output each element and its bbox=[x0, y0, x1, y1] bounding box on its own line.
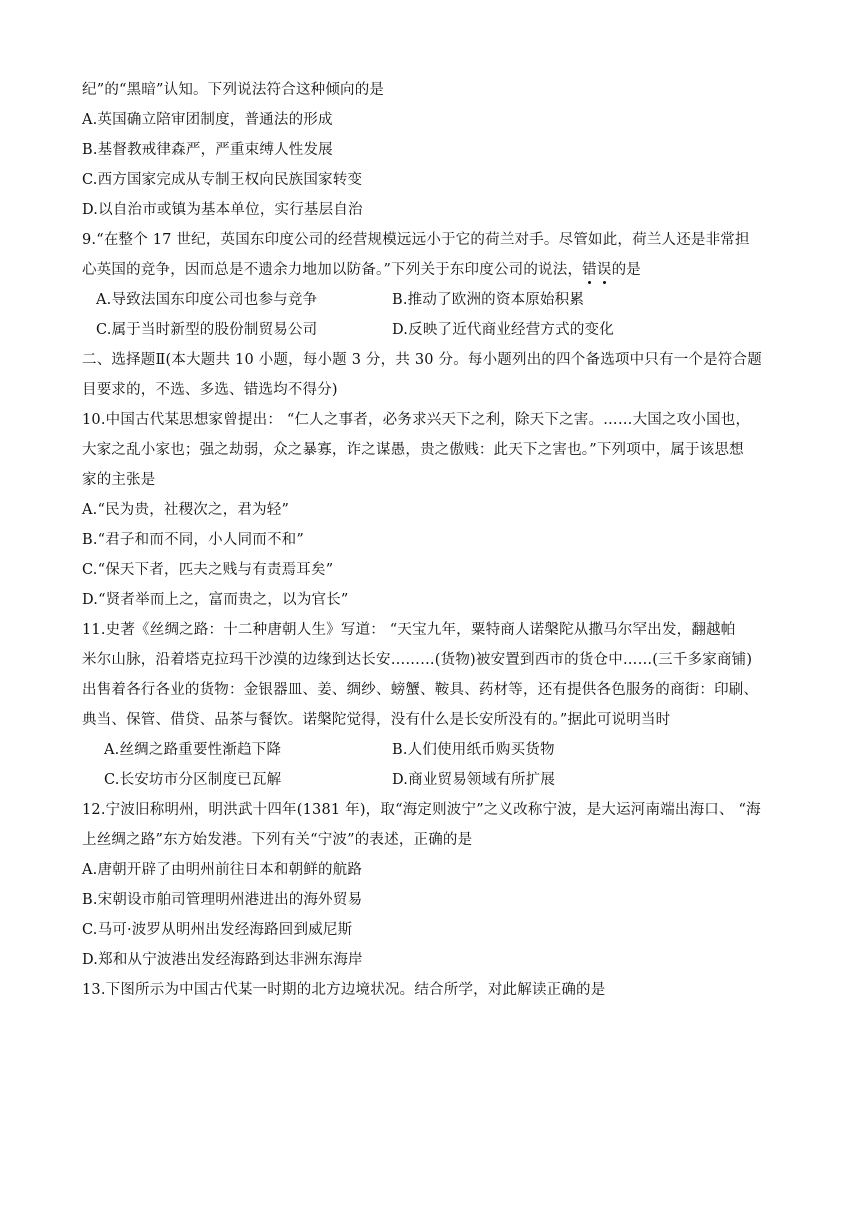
q12-option-a: A.唐朝开辟了由明州前往日本和朝鲜的航路 bbox=[82, 862, 363, 878]
q10-option-b: B.“君子和而不同，小人同而不和” bbox=[82, 532, 304, 548]
q9-stem-line-2-pre: 心英国的竞争，因而总是不遗余力地加以防备。”下列关于东印度公司的说法， bbox=[82, 262, 583, 278]
emphasis-char: 误 bbox=[596, 262, 612, 278]
emphasis-char: 错 bbox=[582, 262, 597, 278]
q11-option-d: D.商业贸易领域有所扩展 bbox=[392, 772, 556, 788]
q8-stem-end: 纪”的“黑暗”认知。下列说法符合这种倾向的是 bbox=[82, 82, 385, 98]
q10-option-c: C.“保天下者，匹夫之贱与有责焉耳矣” bbox=[82, 562, 334, 578]
q10-option-d: D.“贤者举而上之，富而贵之，以为官长” bbox=[82, 592, 349, 608]
q9-stem-line-1: 9.“在整个 17 世纪，英国东印度公司的经营规模远远小于它的荷兰对手。尽管如此，荷兰人还是非常担 bbox=[82, 232, 750, 248]
q11-stem-line-1: 11.史著《丝绸之路：十二种唐朝人生》写道： “天宝九年，粟特商人诺槃陀从撒马尔罕出发，翻越帕 bbox=[82, 622, 736, 638]
section-2-heading-cont: 目要求的，不选、多选、错选均不得分) bbox=[82, 382, 338, 398]
section-2-heading: 二、选择题Ⅱ(本大题共 10 小题，每小题 3 分，共 30 分。每小题列出的四个备选项中只有一个是符合题 bbox=[82, 352, 762, 368]
q9-option-c: C.属于当时新型的股份制贸易公司 bbox=[96, 322, 318, 338]
q8-option-a: A.英国确立陪审团制度，普通法的形成 bbox=[82, 112, 333, 128]
q9-stem-line-2-post: 的是 bbox=[611, 262, 641, 278]
q10-stem-line-1: 10.中国古代某思想家曾提出： “仁人之事者，必务求兴天下之利，除天下之害。……大国之攻小国也， bbox=[82, 412, 751, 428]
q8-option-d: D.以自治市或镇为基本单位，实行基层自治 bbox=[82, 202, 363, 218]
q12-option-c: C.马可·波罗从明州出发经海路回到威尼斯 bbox=[82, 922, 353, 938]
q12-option-b: B.宋朝设市舶司管理明州港进出的海外贸易 bbox=[82, 892, 363, 908]
q11-stem-line-2: 米尔山脉，沿着塔克拉玛干沙漠的边缘到达长安………(货物)被安置到西市的货仓中……(三千多家商铺) bbox=[82, 652, 753, 668]
q11-option-c: C.长安坊市分区制度已瓦解 bbox=[104, 772, 282, 788]
q8-option-c: C.西方国家完成从专制王权向民族国家转变 bbox=[82, 172, 363, 188]
q10-stem-line-2: 大家之乱小家也；强之劫弱，众之暴寡，诈之谋愚，贵之傲贱：此天下之害也。”下列项中，属于该思想 bbox=[82, 442, 744, 458]
q13-stem: 13.下图所示为中国古代某一时期的北方边境状况。结合所学，对此解读正确的是 bbox=[82, 982, 606, 998]
q12-stem-line-1: 12.宁波旧称明州，明洪武十四年(1381 年)，取“海定则波宁”之义改称宁波，是大运河南端出海口、 “海 bbox=[82, 802, 761, 818]
q12-option-d: D.郑和从宁波港出发经海路到达非洲东海岸 bbox=[82, 952, 363, 968]
q12-stem-line-2: 上丝绸之路”东方始发港。下列有关“宁波”的表述，正确的是 bbox=[82, 832, 473, 848]
q11-option-a: A.丝绸之路重要性渐趋下降 bbox=[104, 742, 282, 758]
q9-option-b: B.推动了欧洲的资本原始积累 bbox=[392, 292, 585, 308]
q10-stem-line-3: 家的主张是 bbox=[82, 472, 156, 488]
q11-stem-line-4: 典当、保管、借贷、品茶与餐饮。诺槃陀觉得，没有什么是长安所没有的。”据此可说明当时 bbox=[82, 712, 671, 728]
q9-option-d: D.反映了近代商业经营方式的变化 bbox=[392, 322, 614, 338]
q11-stem-line-3: 出售着各行各业的货物：金银器皿、姜、绸纱、螃蟹、鞍具、药材等，还有提供各色服务的商街：印刷、 bbox=[82, 682, 759, 698]
q11-option-b: B.人们使用纸币购买货物 bbox=[392, 742, 555, 758]
q9-stem-line-2 bbox=[82, 260, 782, 280]
q10-option-a: A.“民为贵，社稷次之，君为轻” bbox=[82, 502, 290, 518]
q8-option-b: B.基督教戒律森严，严重束缚人性发展 bbox=[82, 142, 333, 158]
q9-option-a: A.导致法国东印度公司也参与竞争 bbox=[96, 292, 318, 308]
